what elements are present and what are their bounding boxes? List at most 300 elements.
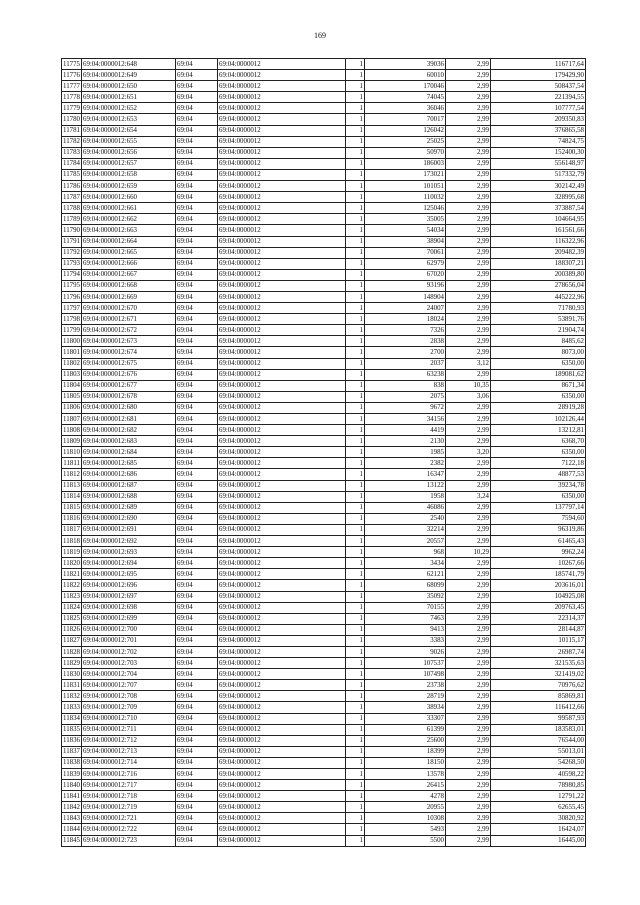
cadastral-quarter-cell: 69:04:0000012	[218, 169, 346, 180]
cadastral-number-cell: 69:04:0000012:659	[82, 181, 176, 192]
row-number-cell: 11777	[62, 81, 82, 92]
area-value-cell: 62979	[365, 258, 446, 269]
cadastral-quarter-cell: 69:04:0000012	[218, 724, 346, 735]
table-row	[62, 835, 586, 846]
row-number-cell: 11819	[62, 547, 82, 558]
table-row	[62, 81, 586, 92]
cadastral-number-cell: 69:04:0000012:710	[82, 713, 176, 724]
specific-value-cell: 2,99	[446, 70, 491, 81]
specific-value-cell: 2,99	[446, 835, 491, 846]
specific-value-cell: 2,99	[446, 103, 491, 114]
table-row	[62, 103, 586, 114]
cadastral-quarter-cell: 69:04:0000012	[218, 214, 346, 225]
row-number-cell: 11845	[62, 835, 82, 846]
cadastral-number-cell: 69:04:0000012:666	[82, 258, 176, 269]
cadastral-quarter-cell: 69:04:0000012	[218, 203, 346, 214]
cadastral-quarter-cell: 69:04:0000012	[218, 458, 346, 469]
table-row	[62, 536, 586, 547]
cadastral-quarter-cell: 69:04:0000012	[218, 480, 346, 491]
cadastral-number-cell: 69:04:0000012:686	[82, 469, 176, 480]
cadastral-number-cell: 69:04:0000012:673	[82, 336, 176, 347]
specific-value-cell: 2,99	[446, 469, 491, 480]
table-row	[62, 214, 586, 225]
quantity-cell: 1	[346, 192, 365, 203]
cadastral-quarter-cell: 69:04:0000012	[218, 680, 346, 691]
district-code-cell: 69:04	[176, 480, 218, 491]
cadastral-value-cell: 96319,86	[491, 524, 586, 535]
district-code-cell: 69:04	[176, 181, 218, 192]
area-value-cell: 54034	[365, 225, 446, 236]
specific-value-cell: 2,99	[446, 303, 491, 314]
area-value-cell: 70061	[365, 247, 446, 258]
area-value-cell: 28719	[365, 691, 446, 702]
quantity-cell: 1	[346, 280, 365, 291]
cadastral-quarter-cell: 69:04:0000012	[218, 569, 346, 580]
quantity-cell: 1	[346, 691, 365, 702]
cadastral-number-cell: 69:04:0000012:681	[82, 414, 176, 425]
quantity-cell: 1	[346, 136, 365, 147]
row-number-cell: 11825	[62, 613, 82, 624]
table-row	[62, 380, 586, 391]
specific-value-cell: 2,99	[446, 414, 491, 425]
quantity-cell: 1	[346, 103, 365, 114]
district-code-cell: 69:04	[176, 314, 218, 325]
quantity-cell: 1	[346, 635, 365, 646]
row-number-cell: 11827	[62, 635, 82, 646]
specific-value-cell: 10,29	[446, 547, 491, 558]
area-value-cell: 170046	[365, 81, 446, 92]
row-number-cell: 11799	[62, 325, 82, 336]
cadastral-number-cell: 69:04:0000012:721	[82, 813, 176, 824]
district-code-cell: 69:04	[176, 70, 218, 81]
cadastral-number-cell: 69:04:0000012:676	[82, 369, 176, 380]
district-code-cell: 69:04	[176, 658, 218, 669]
table-row	[62, 414, 586, 425]
cadastral-value-cell: 6350,00	[491, 447, 586, 458]
table-row	[62, 724, 586, 735]
quantity-cell: 1	[346, 269, 365, 280]
row-number-cell: 11793	[62, 258, 82, 269]
row-number-cell: 11812	[62, 469, 82, 480]
cadastral-number-cell: 69:04:0000012:697	[82, 591, 176, 602]
area-value-cell: 107498	[365, 669, 446, 680]
district-code-cell: 69:04	[176, 92, 218, 103]
table-row	[62, 691, 586, 702]
cadastral-value-cell: 376865,58	[491, 125, 586, 136]
cadastral-number-cell: 69:04:0000012:712	[82, 735, 176, 746]
row-number-cell: 11810	[62, 447, 82, 458]
area-value-cell: 838	[365, 380, 446, 391]
page-number: 169	[314, 31, 326, 40]
table-row	[62, 480, 586, 491]
specific-value-cell: 2,99	[446, 502, 491, 513]
specific-value-cell: 2,99	[446, 458, 491, 469]
quantity-cell: 1	[346, 236, 365, 247]
specific-value-cell: 3,24	[446, 491, 491, 502]
cadastral-quarter-cell: 69:04:0000012	[218, 769, 346, 780]
area-value-cell: 18150	[365, 757, 446, 768]
district-code-cell: 69:04	[176, 524, 218, 535]
row-number-cell: 11778	[62, 92, 82, 103]
area-value-cell: 35092	[365, 591, 446, 602]
row-number-cell: 11805	[62, 391, 82, 402]
table-row	[62, 680, 586, 691]
table-row	[62, 59, 586, 70]
row-number-cell: 11780	[62, 114, 82, 125]
specific-value-cell: 2,99	[446, 436, 491, 447]
cadastral-quarter-cell: 69:04:0000012	[218, 192, 346, 203]
row-number-cell: 11807	[62, 414, 82, 425]
quantity-cell: 1	[346, 480, 365, 491]
area-value-cell: 39036	[365, 59, 446, 70]
district-code-cell: 69:04	[176, 402, 218, 413]
area-value-cell: 2838	[365, 336, 446, 347]
cadastral-quarter-cell: 69:04:0000012	[218, 280, 346, 291]
district-code-cell: 69:04	[176, 59, 218, 70]
specific-value-cell: 2,99	[446, 613, 491, 624]
specific-value-cell: 2,99	[446, 536, 491, 547]
cadastral-number-cell: 69:04:0000012:688	[82, 491, 176, 502]
quantity-cell: 1	[346, 303, 365, 314]
quantity-cell: 1	[346, 158, 365, 169]
cadastral-quarter-cell: 69:04:0000012	[218, 824, 346, 835]
quantity-cell: 1	[346, 646, 365, 657]
cadastral-quarter-cell: 69:04:0000012	[218, 391, 346, 402]
district-code-cell: 69:04	[176, 347, 218, 358]
quantity-cell: 1	[346, 247, 365, 258]
cadastral-number-cell: 69:04:0000012:695	[82, 569, 176, 580]
cadastral-quarter-cell: 69:04:0000012	[218, 347, 346, 358]
cadastral-quarter-cell: 69:04:0000012	[218, 513, 346, 524]
district-code-cell: 69:04	[176, 713, 218, 724]
district-code-cell: 69:04	[176, 702, 218, 713]
district-code-cell: 69:04	[176, 147, 218, 158]
cadastral-value-cell: 321535,63	[491, 658, 586, 669]
area-value-cell: 74045	[365, 92, 446, 103]
area-value-cell: 70017	[365, 114, 446, 125]
specific-value-cell: 2,99	[446, 558, 491, 569]
cadastral-value-cell: 16424,07	[491, 824, 586, 835]
row-number-cell: 11813	[62, 480, 82, 491]
cadastral-value-cell: 6350,00	[491, 358, 586, 369]
cadastral-number-cell: 69:04:0000012:670	[82, 303, 176, 314]
table-row	[62, 192, 586, 203]
row-number-cell: 11844	[62, 824, 82, 835]
area-value-cell: 7326	[365, 325, 446, 336]
row-number-cell: 11834	[62, 713, 82, 724]
cadastral-number-cell: 69:04:0000012:667	[82, 269, 176, 280]
row-number-cell: 11794	[62, 269, 82, 280]
cadastral-number-cell: 69:04:0000012:692	[82, 536, 176, 547]
cadastral-quarter-cell: 69:04:0000012	[218, 691, 346, 702]
row-number-cell: 11816	[62, 513, 82, 524]
cadastral-quarter-cell: 69:04:0000012	[218, 336, 346, 347]
row-number-cell: 11787	[62, 192, 82, 203]
table-row	[62, 780, 586, 791]
specific-value-cell: 2,99	[446, 824, 491, 835]
specific-value-cell: 2,99	[446, 735, 491, 746]
row-number-cell: 11835	[62, 724, 82, 735]
quantity-cell: 1	[346, 813, 365, 824]
specific-value-cell: 2,99	[446, 569, 491, 580]
table-row	[62, 280, 586, 291]
area-value-cell: 93196	[365, 280, 446, 291]
row-number-cell: 11789	[62, 214, 82, 225]
row-number-cell: 11808	[62, 425, 82, 436]
quantity-cell: 1	[346, 391, 365, 402]
cadastral-value-cell: 278656,04	[491, 280, 586, 291]
quantity-cell: 1	[346, 81, 365, 92]
cadastral-value-cell: 61465,43	[491, 536, 586, 547]
specific-value-cell: 2,99	[446, 813, 491, 824]
cadastral-value-cell: 209350,83	[491, 114, 586, 125]
district-code-cell: 69:04	[176, 835, 218, 846]
area-value-cell: 18399	[365, 746, 446, 757]
cadastral-quarter-cell: 69:04:0000012	[218, 70, 346, 81]
cadastral-value-cell: 16445,00	[491, 835, 586, 846]
area-value-cell: 9413	[365, 624, 446, 635]
cadastral-value-cell: 328995,68	[491, 192, 586, 203]
table-row	[62, 591, 586, 602]
cadastral-quarter-cell: 69:04:0000012	[218, 447, 346, 458]
specific-value-cell: 2,99	[446, 724, 491, 735]
quantity-cell: 1	[346, 613, 365, 624]
cadastral-quarter-cell: 69:04:0000012	[218, 635, 346, 646]
quantity-cell: 1	[346, 624, 365, 635]
cadastral-number-cell: 69:04:0000012:664	[82, 236, 176, 247]
quantity-cell: 1	[346, 147, 365, 158]
cadastral-value-cell: 179429,90	[491, 70, 586, 81]
district-code-cell: 69:04	[176, 580, 218, 591]
cadastral-quarter-cell: 69:04:0000012	[218, 835, 346, 846]
quantity-cell: 1	[346, 780, 365, 791]
cadastral-value-cell: 7122,18	[491, 458, 586, 469]
table-row	[62, 757, 586, 768]
cadastral-quarter-cell: 69:04:0000012	[218, 402, 346, 413]
cadastral-value-cell: 40598,22	[491, 769, 586, 780]
quantity-cell: 1	[346, 702, 365, 713]
area-value-cell: 35005	[365, 214, 446, 225]
row-number-cell: 11821	[62, 569, 82, 580]
quantity-cell: 1	[346, 580, 365, 591]
specific-value-cell: 2,99	[446, 92, 491, 103]
table-row	[62, 813, 586, 824]
cadastral-value-cell: 200389,80	[491, 269, 586, 280]
specific-value-cell: 2,99	[446, 269, 491, 280]
cadastral-quarter-cell: 69:04:0000012	[218, 181, 346, 192]
cadastral-value-cell: 102126,44	[491, 414, 586, 425]
specific-value-cell: 2,99	[446, 746, 491, 757]
quantity-cell: 1	[346, 92, 365, 103]
specific-value-cell: 2,99	[446, 425, 491, 436]
row-number-cell: 11839	[62, 769, 82, 780]
area-value-cell: 13122	[365, 480, 446, 491]
row-number-cell: 11784	[62, 158, 82, 169]
row-number-cell: 11806	[62, 402, 82, 413]
table-row	[62, 602, 586, 613]
district-code-cell: 69:04	[176, 258, 218, 269]
cadastral-quarter-cell: 69:04:0000012	[218, 291, 346, 302]
row-number-cell: 11802	[62, 358, 82, 369]
cadastral-quarter-cell: 69:04:0000012	[218, 158, 346, 169]
district-code-cell: 69:04	[176, 824, 218, 835]
area-value-cell: 32214	[365, 524, 446, 535]
quantity-cell: 1	[346, 125, 365, 136]
cadastral-value-cell: 26987,74	[491, 646, 586, 657]
cadastral-number-cell: 69:04:0000012:718	[82, 791, 176, 802]
table-row	[62, 558, 586, 569]
area-value-cell: 2700	[365, 347, 446, 358]
cadastral-value-cell: 6350,00	[491, 491, 586, 502]
specific-value-cell: 2,99	[446, 291, 491, 302]
district-code-cell: 69:04	[176, 369, 218, 380]
district-code-cell: 69:04	[176, 158, 218, 169]
specific-value-cell: 2,99	[446, 524, 491, 535]
quantity-cell: 1	[346, 713, 365, 724]
cadastral-value-cell: 6350,00	[491, 391, 586, 402]
cadastral-quarter-cell: 69:04:0000012	[218, 103, 346, 114]
quantity-cell: 1	[346, 602, 365, 613]
cadastral-quarter-cell: 69:04:0000012	[218, 502, 346, 513]
cadastral-value-cell: 161561,66	[491, 225, 586, 236]
district-code-cell: 69:04	[176, 635, 218, 646]
area-value-cell: 60010	[365, 70, 446, 81]
cadastral-value-cell: 70976,62	[491, 680, 586, 691]
district-code-cell: 69:04	[176, 513, 218, 524]
specific-value-cell: 2,99	[446, 580, 491, 591]
cadastral-value-cell: 74824,75	[491, 136, 586, 147]
district-code-cell: 69:04	[176, 380, 218, 391]
cadastral-value-cell: 53891,76	[491, 314, 586, 325]
specific-value-cell: 10,35	[446, 380, 491, 391]
cadastral-number-cell: 69:04:0000012:671	[82, 314, 176, 325]
table-row	[62, 291, 586, 302]
district-code-cell: 69:04	[176, 746, 218, 757]
cadastral-value-cell: 209763,45	[491, 602, 586, 613]
row-number-cell: 11820	[62, 558, 82, 569]
table-row	[62, 646, 586, 657]
row-number-cell: 11796	[62, 291, 82, 302]
cadastral-number-cell: 69:04:0000012:650	[82, 81, 176, 92]
cadastral-quarter-cell: 69:04:0000012	[218, 358, 346, 369]
table-row	[62, 347, 586, 358]
quantity-cell: 1	[346, 824, 365, 835]
quantity-cell: 1	[346, 291, 365, 302]
table-row	[62, 92, 586, 103]
quantity-cell: 1	[346, 524, 365, 535]
quantity-cell: 1	[346, 314, 365, 325]
specific-value-cell: 2,99	[446, 702, 491, 713]
area-value-cell: 186003	[365, 158, 446, 169]
cadastral-number-cell: 69:04:0000012:685	[82, 458, 176, 469]
specific-value-cell: 2,99	[446, 591, 491, 602]
area-value-cell: 148904	[365, 291, 446, 302]
cadastral-value-cell: 10115,17	[491, 635, 586, 646]
table-row	[62, 502, 586, 513]
cadastral-number-cell: 69:04:0000012:652	[82, 103, 176, 114]
quantity-cell: 1	[346, 70, 365, 81]
row-number-cell: 11809	[62, 436, 82, 447]
district-code-cell: 69:04	[176, 547, 218, 558]
row-number-cell: 11843	[62, 813, 82, 824]
row-number-cell: 11776	[62, 70, 82, 81]
row-number-cell: 11797	[62, 303, 82, 314]
table-row	[62, 236, 586, 247]
cadastral-number-cell: 69:04:0000012:709	[82, 702, 176, 713]
cadastral-value-cell: 517332,79	[491, 169, 586, 180]
cadastral-quarter-cell: 69:04:0000012	[218, 624, 346, 635]
cadastral-number-cell: 69:04:0000012:665	[82, 247, 176, 258]
table-row	[62, 735, 586, 746]
cadastral-number-cell: 69:04:0000012:704	[82, 669, 176, 680]
specific-value-cell: 2,99	[446, 480, 491, 491]
cadastral-number-cell: 69:04:0000012:716	[82, 769, 176, 780]
quantity-cell: 1	[346, 469, 365, 480]
row-number-cell: 11831	[62, 680, 82, 691]
cadastral-quarter-cell: 69:04:0000012	[218, 780, 346, 791]
district-code-cell: 69:04	[176, 791, 218, 802]
cadastral-value-cell: 55013,01	[491, 746, 586, 757]
specific-value-cell: 2,99	[446, 314, 491, 325]
cadastral-value-cell: 152400,30	[491, 147, 586, 158]
row-number-cell: 11817	[62, 524, 82, 535]
cadastral-number-cell: 69:04:0000012:691	[82, 524, 176, 535]
cadastral-number-cell: 69:04:0000012:669	[82, 291, 176, 302]
area-value-cell: 46086	[365, 502, 446, 513]
cadastral-number-cell: 69:04:0000012:714	[82, 757, 176, 768]
specific-value-cell: 2,99	[446, 402, 491, 413]
cadastral-number-cell: 69:04:0000012:668	[82, 280, 176, 291]
quantity-cell: 1	[346, 402, 365, 413]
quantity-cell: 1	[346, 547, 365, 558]
cadastral-quarter-cell: 69:04:0000012	[218, 314, 346, 325]
specific-value-cell: 3,20	[446, 447, 491, 458]
area-value-cell: 5500	[365, 835, 446, 846]
district-code-cell: 69:04	[176, 735, 218, 746]
row-number-cell: 11788	[62, 203, 82, 214]
quantity-cell: 1	[346, 591, 365, 602]
specific-value-cell: 2,99	[446, 757, 491, 768]
cadastral-quarter-cell: 69:04:0000012	[218, 92, 346, 103]
specific-value-cell: 2,99	[446, 780, 491, 791]
district-code-cell: 69:04	[176, 280, 218, 291]
district-code-cell: 69:04	[176, 103, 218, 114]
district-code-cell: 69:04	[176, 269, 218, 280]
cadastral-number-cell: 69:04:0000012:682	[82, 425, 176, 436]
cadastral-number-cell: 69:04:0000012:663	[82, 225, 176, 236]
row-number-cell: 11798	[62, 314, 82, 325]
cadastral-quarter-cell: 69:04:0000012	[218, 469, 346, 480]
cadastral-number-cell: 69:04:0000012:660	[82, 192, 176, 203]
table-row	[62, 181, 586, 192]
quantity-cell: 1	[346, 536, 365, 547]
area-value-cell: 18024	[365, 314, 446, 325]
quantity-cell: 1	[346, 181, 365, 192]
cadastral-quarter-cell: 69:04:0000012	[218, 813, 346, 824]
table-row	[62, 802, 586, 813]
cadastral-quarter-cell: 69:04:0000012	[218, 580, 346, 591]
cadastral-value-cell: 302142,49	[491, 181, 586, 192]
quantity-cell: 1	[346, 214, 365, 225]
area-value-cell: 2540	[365, 513, 446, 524]
cadastral-value-cell: 104925,08	[491, 591, 586, 602]
table-row	[62, 358, 586, 369]
cadastral-number-cell: 69:04:0000012:711	[82, 724, 176, 735]
cadastral-number-cell: 69:04:0000012:689	[82, 502, 176, 513]
area-value-cell: 50970	[365, 147, 446, 158]
table-row	[62, 247, 586, 258]
specific-value-cell: 2,99	[446, 646, 491, 657]
